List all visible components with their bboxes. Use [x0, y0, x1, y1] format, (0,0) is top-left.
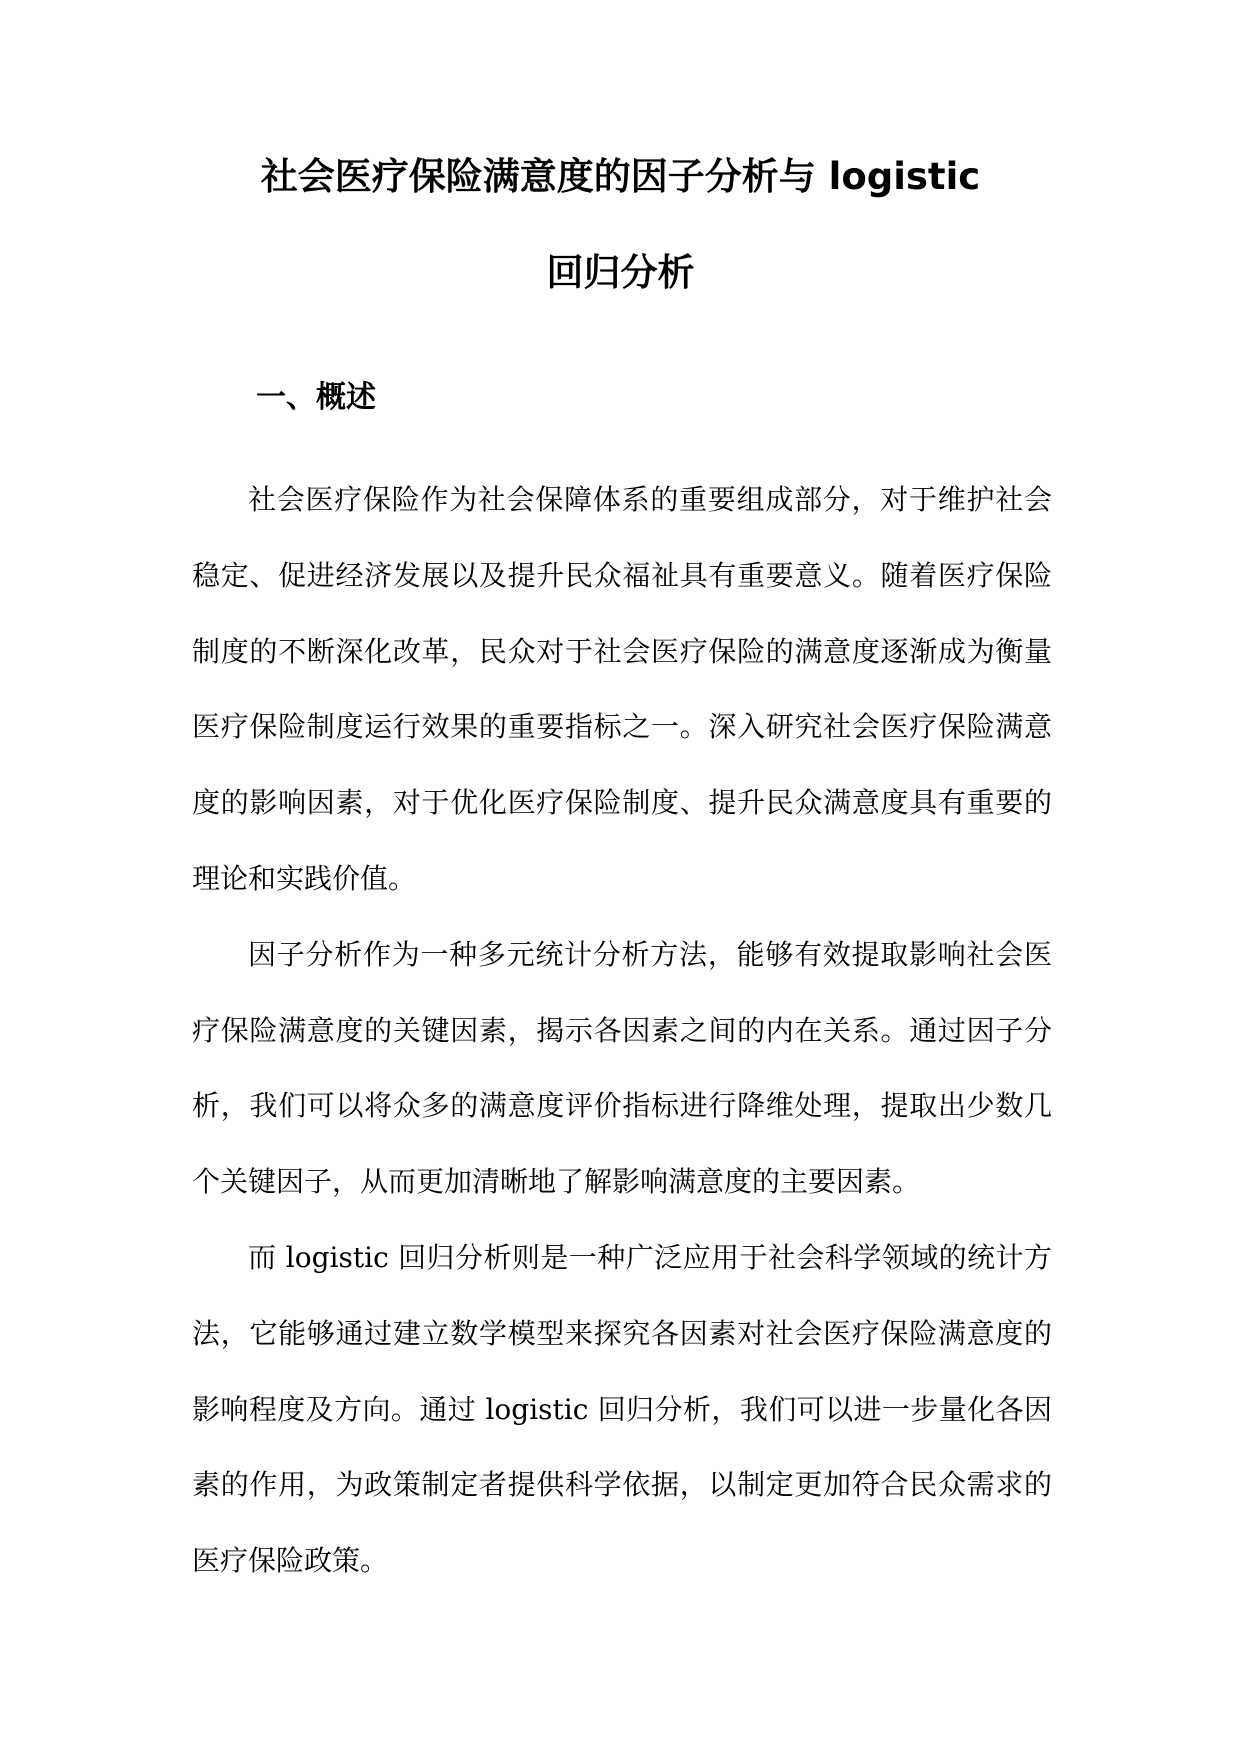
body-text — [192, 462, 1052, 1599]
document-title-line-2: 回归分析 — [546, 251, 695, 294]
document-title-line-1: 社会医疗保险满意度的因子分析与 logistic — [260, 155, 981, 198]
paragraph: 因子分析作为一种多元统计分析方法，能够有效提取影响社会医疗保险满意度的关键因素，揭示各因素之间的内在关系。通过因子分析，我们可以将众多的满意度评价指标进行降维处理，提取出少数几个关键因子，从而更加清晰地了解影响满意度的主要因素。 — [192, 937, 1052, 1199]
paragraph: 社会医疗保险作为社会保障体系的重要组成部分，对于维护社会稳定、促进经济发展以及提升民众福祉具有重要意义。随着医疗保险制度的不断深化改革，民众对于社会医疗保险的满意度逐渐成为衡量医疗保险制度运行效果的重要指标之一。深入研究社会医疗保险满意度的影响因素，对于优化医疗保险制度、提升民众满意度具有重要的理论和实践价值。 — [192, 483, 1052, 895]
section-heading: 一、概述 — [256, 380, 376, 415]
paragraph: 而 logistic 回归分析则是一种广泛应用于社会科学领域的统计方法，它能够通过建立数学模型来探究各因素对社会医疗保险满意度的影响程度及方向。通过 logistic 回归分析，我们可以进一步量化各因素的作用，为政策制定者提供科学依据，以制定更加符合民众需求的医疗保险政策。 — [192, 1240, 1052, 1578]
